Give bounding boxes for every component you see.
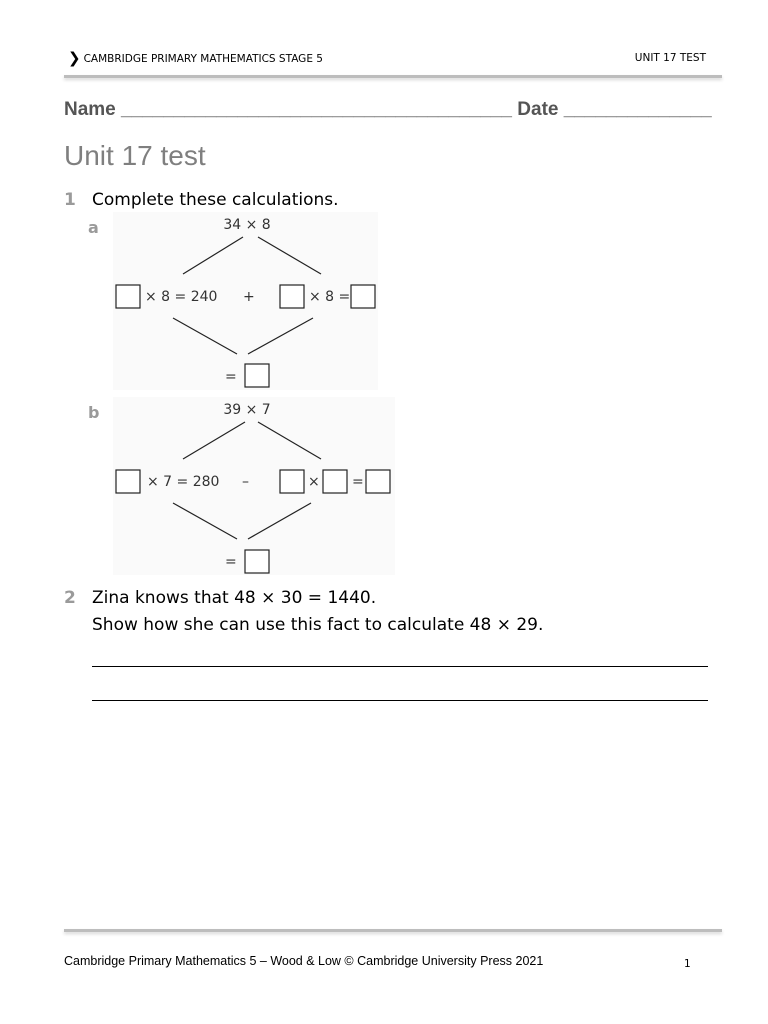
- diagram-b: [113, 397, 395, 575]
- header-divider: [64, 75, 722, 78]
- question-number: 1: [64, 190, 76, 210]
- result-equals: =: [225, 369, 237, 385]
- diagram-a-right-equation: × 8 =: [309, 289, 351, 305]
- question-text-line-2: Show how she can use this fact to calculate 48 × 29.: [92, 615, 544, 635]
- answer-box[interactable]: [116, 470, 140, 493]
- equals-sign: =: [352, 474, 364, 490]
- answer-box[interactable]: [245, 364, 269, 387]
- merge-line: [173, 503, 237, 539]
- part-label: a: [88, 218, 99, 237]
- chevron-right-icon: ❯: [68, 49, 81, 67]
- minus-sign: –: [242, 474, 249, 490]
- answer-line[interactable]: [92, 700, 708, 701]
- times-sign: ×: [308, 474, 320, 490]
- answer-box[interactable]: [351, 285, 375, 308]
- diagram-a-left-equation: × 8 = 240: [145, 289, 218, 305]
- header-unit-label: UNIT 17 TEST: [634, 52, 706, 64]
- answer-box[interactable]: [280, 285, 304, 308]
- branch-line: [258, 422, 321, 459]
- branch-line: [183, 237, 243, 274]
- name-date-line: Name _____________________________________ Date ______________: [64, 99, 712, 120]
- diagram-b-top-expression: 39 × 7: [223, 402, 271, 418]
- running-header: [68, 51, 323, 66]
- page-title: Unit 17 test: [64, 140, 206, 171]
- footer-copyright: Cambridge Primary Mathematics 5 – Wood & Low © Cambridge University Press 2021: [64, 954, 544, 968]
- answer-box[interactable]: [323, 470, 347, 493]
- answer-box[interactable]: [245, 550, 269, 573]
- merge-line: [248, 503, 311, 539]
- header-title: CAMBRIDGE PRIMARY MATHEMATICS STAGE 5: [83, 52, 323, 65]
- footer-divider: [64, 929, 722, 932]
- result-equals: =: [225, 554, 237, 570]
- page-number: 1: [684, 958, 691, 970]
- part-label: b: [88, 403, 100, 422]
- answer-box[interactable]: [280, 470, 304, 493]
- diagram-b-left-equation: × 7 = 280: [147, 474, 220, 490]
- diagram-a-top-expression: 34 × 8: [223, 217, 271, 233]
- question-text: Complete these calculations.: [92, 190, 339, 210]
- branch-line: [183, 422, 245, 459]
- branch-line: [258, 237, 321, 274]
- plus-sign: +: [243, 289, 255, 305]
- answer-line[interactable]: [92, 666, 708, 667]
- answer-box[interactable]: [116, 285, 140, 308]
- merge-line: [173, 318, 237, 354]
- answer-box[interactable]: [366, 470, 390, 493]
- merge-line: [248, 318, 313, 354]
- question-text-line-1: Zina knows that 48 × 30 = 1440.: [92, 588, 377, 608]
- diagram-a: [113, 212, 378, 390]
- question-number: 2: [64, 588, 76, 608]
